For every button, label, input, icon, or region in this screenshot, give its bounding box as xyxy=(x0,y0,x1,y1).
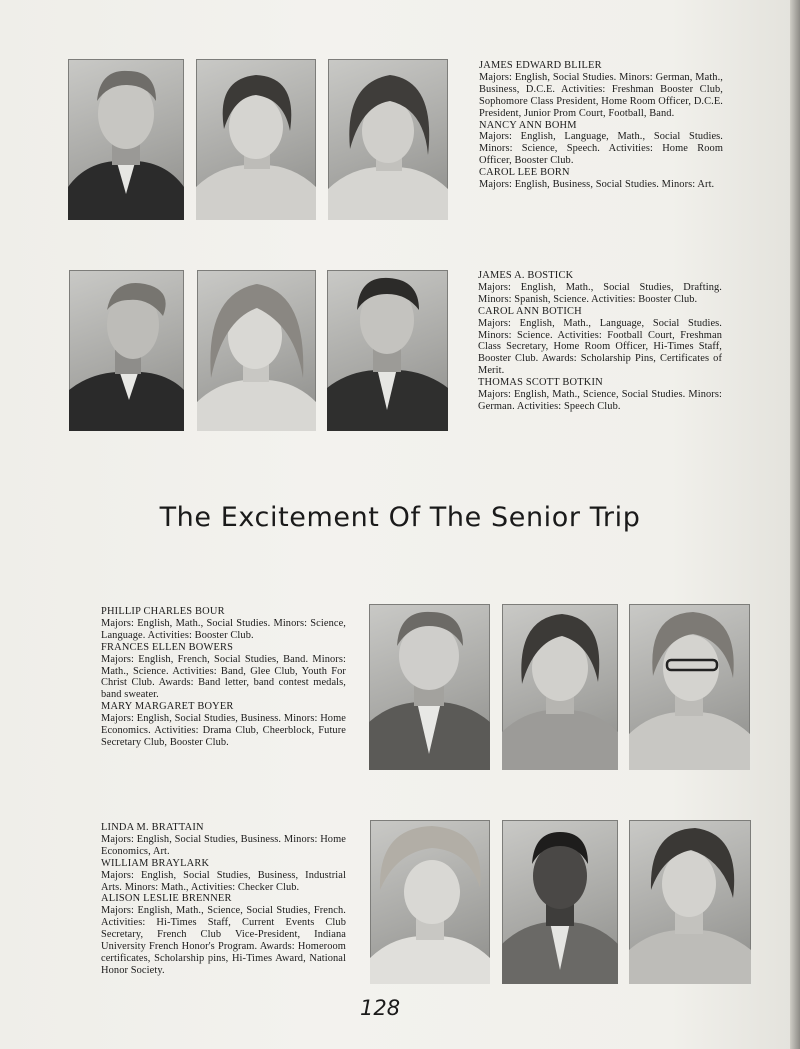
portrait-photo xyxy=(69,270,184,431)
section-headline: The Excitement Of The Senior Trip xyxy=(159,502,641,533)
portrait-photo xyxy=(197,270,316,431)
student-name: WILLIAM BRAYLARK xyxy=(101,857,210,869)
student-name: JAMES A. BOSTICK xyxy=(478,270,574,281)
portrait-photo xyxy=(502,820,618,984)
bio-block xyxy=(479,60,723,191)
portrait-photo xyxy=(370,820,490,984)
student-name: NANCY ANN BOHM xyxy=(479,119,577,131)
student-details: Majors: English, Math., Language, Social Studies. Minors: Science. Activities: Football Court, Freshman Class Secretary, Home Room Officer, Hi-Times Staff, Booster Club. Awards: Scholarship Pins, Certificates of Merit. xyxy=(478,317,722,377)
portrait-photo xyxy=(328,59,448,220)
student-details: Majors: English, Language, Math., Social Studies. Minors: Science, Speech. Activities: Home Room Officer, Booster Club. xyxy=(479,131,723,167)
student-details: Majors: English, French, Social Studies, Band. Minors: Math., Science. Activities: Band, Glee Club, Youth For Christ Club. Awards: Band letter, band contest medals, band sweater. xyxy=(101,653,346,701)
student-details: Majors: English, Math., Science, Social Studies, French. Activities: Hi-Times Staff, Current Events Club Secretary, French Club Vice-President, Indiana University French Honor's Program. Awards: Homeroom certificates, Scholarship pins, Hi-Times Award, National Honor Society. xyxy=(101,905,346,976)
student-name: MARY MARGARET BOYER xyxy=(101,701,234,713)
portrait-photo xyxy=(196,59,316,220)
student-details: Majors: English, Math., Science, Social Studies. Minors: German. Activities: Speech Club. xyxy=(478,389,722,412)
student-details: Majors: English, Math., Social Studies. Minors: Science, Language. Activities: Booster Club. xyxy=(101,617,346,641)
bio-block xyxy=(478,270,722,413)
student-name: LINDA M. BRATTAIN xyxy=(101,822,204,833)
student-details: Majors: English, Social Studies, Business. Minors: Home Economics. Activities: Drama Club, Cheerblock, Future Secretary Club, Booster Club. xyxy=(101,713,346,748)
bio-block xyxy=(101,606,346,749)
student-name: PHILLIP CHARLES BOUR xyxy=(101,606,225,617)
portrait-photo xyxy=(369,604,490,770)
student-details: Majors: English, Social Studies, Business. Minors: Home Economics, Art. xyxy=(101,833,346,857)
student-name: JAMES EDWARD BLILER xyxy=(479,60,602,71)
student-details: Majors: English, Social Studies. Minors: German, Math., Business, D.C.E. Activities: Freshman Booster Club, Sophomore Class President, Home Room Officer, D.C.E. President, Junior Prom Court, Football, Band. xyxy=(479,71,723,119)
portrait-photo xyxy=(629,604,750,770)
student-name: ALISON LESLIE BRENNER xyxy=(101,893,232,905)
student-details: Majors: English, Social Studies, Business, Industrial Arts. Minors: Math., Activities: Checker Club. xyxy=(101,869,346,893)
student-details: Majors: English, Math., Social Studies, Drafting. Minors: Spanish, Science. Activities: Booster Club. xyxy=(478,281,722,305)
portrait-photo xyxy=(502,604,618,770)
bio-block xyxy=(101,822,346,977)
portrait-photo xyxy=(327,270,448,431)
student-name: CAROL LEE BORN xyxy=(479,167,570,179)
portrait-photo xyxy=(629,820,751,984)
student-details: Majors: English, Business, Social Studies. Minors: Art. xyxy=(479,179,715,191)
page-number: 128 xyxy=(360,996,401,1020)
student-name: THOMAS SCOTT BOTKIN xyxy=(478,377,603,389)
student-name: FRANCES ELLEN BOWERS xyxy=(101,641,234,653)
portrait-photo xyxy=(68,59,184,220)
student-name: CAROL ANN BOTICH xyxy=(478,305,582,317)
